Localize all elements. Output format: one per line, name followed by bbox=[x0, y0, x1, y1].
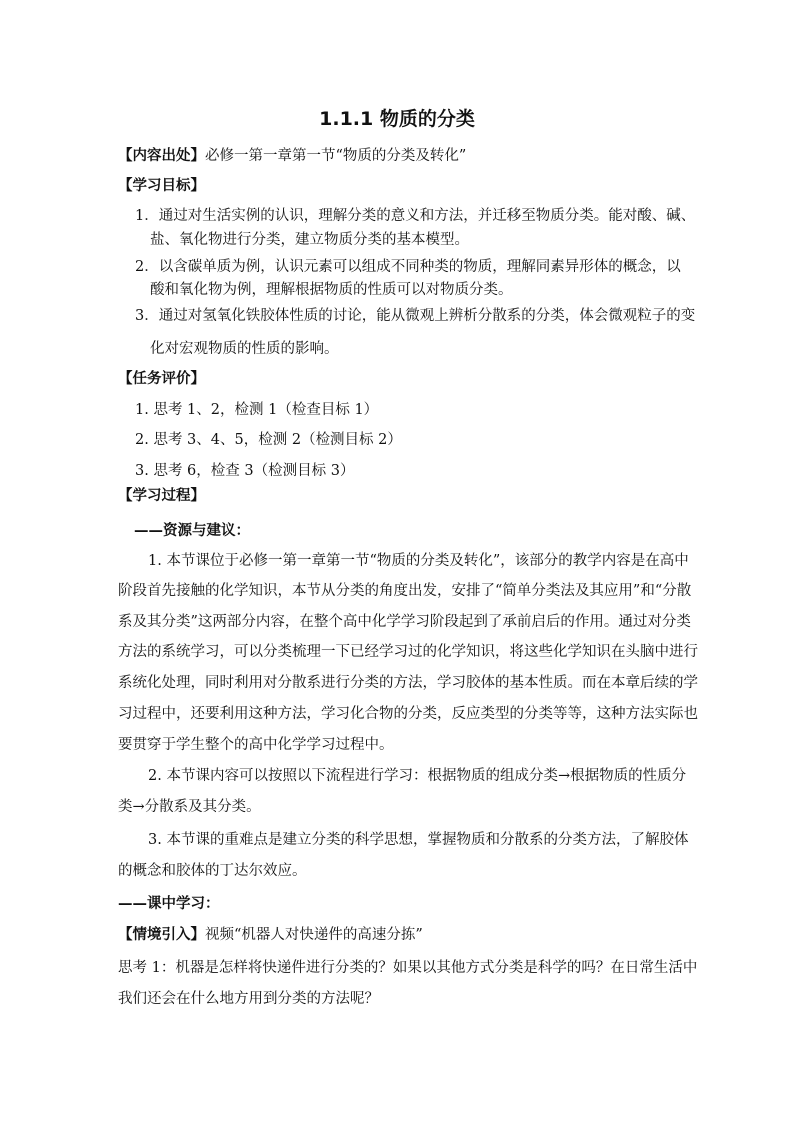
eval-item: 3. 思考 6，检查 3（检测目标 3） bbox=[135, 463, 355, 479]
paragraph-line: 3. 本节课的重难点是建立分类的科学思想，掌握物质和分散系的分类方法，了解胶体 bbox=[148, 832, 689, 848]
eval-item: 1. 思考 1、2，检测 1（检查目标 1） bbox=[135, 402, 379, 418]
paragraph-line: 系统化处理，同时利用对分散系进行分类的方法，学习胶体的基本性质。而在本章后续的学 bbox=[118, 675, 698, 691]
page-title: 1.1.1 物质的分类 bbox=[319, 108, 475, 130]
source-label: 【内容出处】 bbox=[118, 148, 205, 164]
paragraph-line: 习过程中，还要利用这种方法，学习化合物的分类，反应类型的分类等等，这种方法实际也 bbox=[118, 706, 698, 722]
paragraph-line: 1. 本节课位于必修一第一章第一节“物质的分类及转化”，该部分的教学内容是在高中 bbox=[148, 553, 689, 569]
goal-line: 化对宏观物质的性质的影响。 bbox=[150, 341, 339, 357]
paragraph-line: 2. 本节课内容可以按照以下流程进行学习：根据物质的组成分类→根据物质的性质分 bbox=[148, 768, 687, 784]
think-line: 思考 1：机器是怎样将快递件进行分类的？如果以其他方式分类是科学的吗？在日常生活中 bbox=[118, 960, 698, 976]
eval-heading: 【任务评价】 bbox=[118, 371, 205, 387]
goal-line: 盐、氧化物进行分类，建立物质分类的基本模型。 bbox=[150, 232, 469, 248]
paragraph-line: 系及其分类”这两部分内容，在整个高中化学学习阶段起到了承前启后的作用。通过对分类 bbox=[118, 614, 691, 630]
source-text: 必修一第一章第一节“物质的分类及转化” bbox=[205, 148, 467, 164]
goal-line: 1．通过对生活实例的认识，理解分类的意义和方法，并迁移至物质分类。能对酸、碱、 bbox=[135, 208, 696, 224]
intro-text: 视频“机器人对快递件的高速分拣” bbox=[205, 927, 423, 943]
paragraph-line: 要贯穿于学生整个的高中化学学习过程中。 bbox=[118, 737, 394, 753]
think-line: 我们还会在什么地方用到分类的方法呢？ bbox=[118, 991, 379, 1007]
paragraph-line: 阶段首先接触的化学知识，本节从分类的角度出发，安排了“简单分类法及其应用”和“分散 bbox=[118, 583, 692, 599]
eval-item: 2. 思考 3、4、5，检测 2（检测目标 2） bbox=[135, 432, 402, 448]
intro-line bbox=[118, 925, 423, 945]
paragraph-line: 方法的系统学习，可以分类梳理一下已经学习过的化学知识，将这些化学知识在头脑中进行 bbox=[118, 644, 698, 660]
goal-line: 酸和氧化物为例，理解根据物质的性质可以对物质分类。 bbox=[150, 282, 513, 298]
intro-label: 【情境引入】 bbox=[118, 927, 205, 943]
goal-line: 3．通过对氢氧化铁胶体性质的讨论，能从微观上辨析分散系的分类，体会微观粒子的变 bbox=[135, 308, 696, 324]
paragraph-line: 类→分散系及其分类。 bbox=[118, 799, 261, 815]
goals-heading: 【学习目标】 bbox=[118, 178, 205, 194]
process-heading: 【学习过程】 bbox=[118, 488, 205, 504]
goal-line: 2．以含碳单质为例，认识元素可以组成不同种类的物质，理解同素异形体的概念，以 bbox=[135, 259, 681, 275]
paragraph-line: 的概念和胶体的丁达尔效应。 bbox=[118, 863, 307, 879]
class-heading: ——课中学习： bbox=[118, 896, 220, 912]
source-line bbox=[118, 146, 466, 166]
resources-heading: ——资源与建议： bbox=[134, 523, 250, 539]
